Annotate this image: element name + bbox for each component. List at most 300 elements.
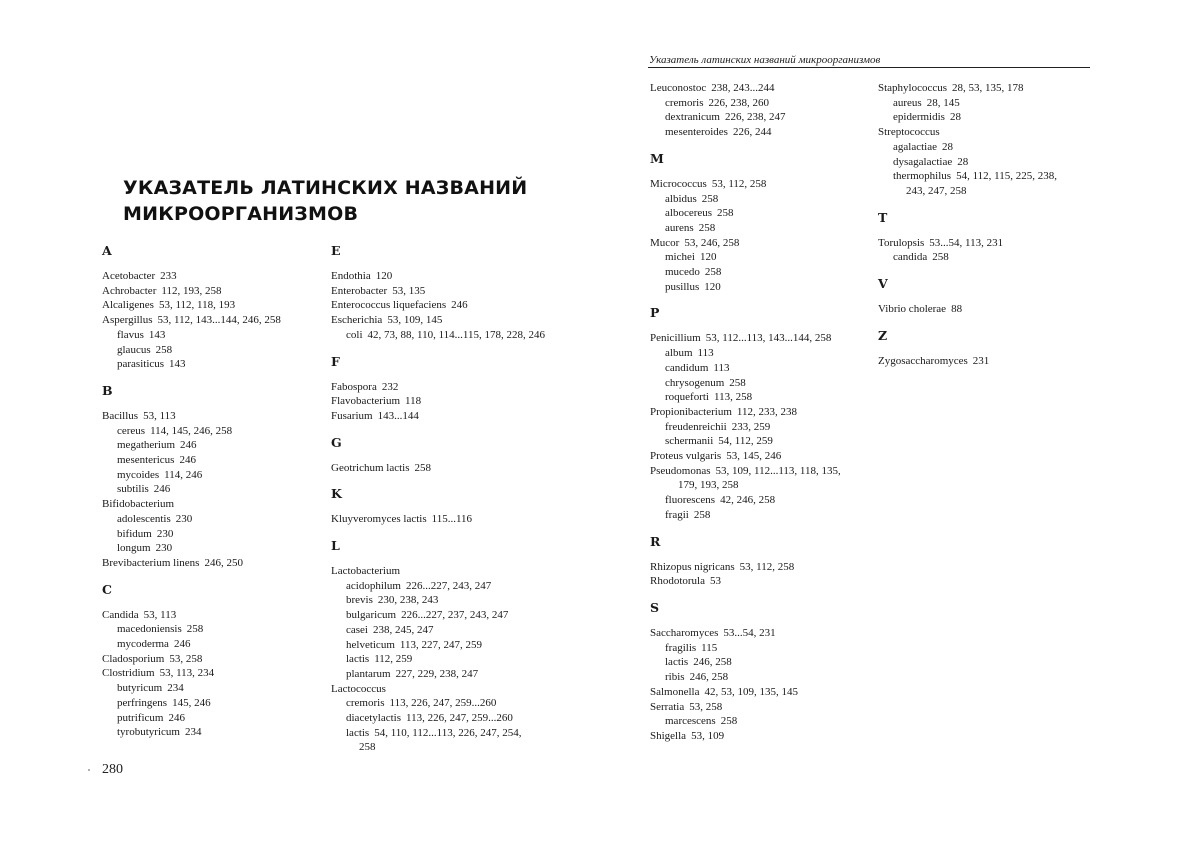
entry-pages: 114, 145, 246, 258 [150, 424, 233, 437]
entry-name: cremoris [665, 96, 704, 109]
subentry [650, 206, 880, 221]
index-section [650, 523, 880, 589]
entry-name: megatherium [117, 439, 176, 452]
entry-pages: 113, 258 [713, 391, 753, 404]
entry-name: Aspergillus [102, 314, 153, 327]
section-gap [878, 317, 1093, 328]
entry-name: dysagalactiae [893, 155, 953, 168]
subentry [102, 453, 317, 468]
entry-name: Leuconostoc [650, 82, 707, 94]
entry-pages: 113 [713, 361, 730, 374]
entry-name: mesenteroides [665, 126, 728, 139]
entry-name: Enterococcus liquefaciens [331, 299, 447, 312]
entry-name: Clostridium [102, 667, 155, 680]
title-line-2: МИКРООРГАНИЗМОВ [123, 203, 359, 225]
section-gap [650, 523, 880, 534]
entry-pages: 114, 246 [164, 468, 203, 481]
subentry [650, 346, 880, 361]
section-gap [878, 199, 1093, 210]
section-letter: K [331, 486, 342, 502]
section-letter: G [331, 434, 342, 450]
entry-pages: 246 [180, 439, 197, 452]
index-entry [102, 269, 317, 284]
entry-pages: 226, 244 [732, 126, 772, 139]
entry-name: Acetobacter [102, 270, 156, 282]
index-section [878, 81, 1093, 199]
entry-pages: 115 [701, 641, 718, 654]
entry-pages: 28 [957, 155, 969, 168]
index-section [102, 571, 317, 740]
entry-name: Streptococcus [878, 126, 940, 139]
entry-name: Salmonella [650, 685, 700, 698]
entry-pages: 53, 112, 258 [711, 177, 767, 190]
entry-name: fragii [665, 508, 689, 521]
entry-pages: 53...54, 231 [723, 626, 776, 639]
subentry [102, 725, 317, 740]
index-section [102, 243, 317, 372]
subentry [650, 508, 880, 523]
entry-pages: 42, 53, 109, 135, 145 [704, 685, 798, 698]
subentry [331, 623, 561, 638]
entry-name: agalactiae [893, 140, 937, 153]
index-entry [102, 313, 317, 328]
entry-name: Proteus vulgaris [650, 450, 722, 463]
entry-pages: 258 [932, 251, 949, 264]
entry-name: diacetylactis [346, 712, 401, 725]
entry-pages: 53...54, 113, 231 [929, 236, 1004, 249]
index-entry [650, 626, 880, 641]
subentry [102, 468, 317, 483]
entry-pages: 258 [729, 376, 746, 389]
entry-pages: 258 [155, 343, 173, 356]
subentry [102, 637, 317, 652]
entry-name: glaucus [117, 343, 151, 356]
index-section [331, 424, 561, 476]
section-gap [650, 294, 880, 305]
entry-pages-continued: 243, 247, 258 [906, 184, 967, 197]
entry-name: Bacillus [102, 409, 139, 422]
entry-name: casei [346, 623, 368, 636]
index-entry [102, 666, 317, 681]
subentry [650, 376, 880, 391]
entry-name: Lactobacterium [331, 565, 401, 578]
index-section [331, 343, 561, 424]
entry-pages: 54, 112, 259 [718, 435, 773, 448]
entry-pages: 227, 229, 238, 247 [395, 667, 479, 680]
index-entry [102, 652, 317, 667]
entry-name: Geotrichum lactis [331, 461, 410, 474]
entry-name: albocereus [665, 207, 713, 220]
entry-pages: 258 [698, 221, 716, 234]
entry-pages: 230 [155, 542, 173, 555]
entry-name: Vibrio cholerae [878, 303, 947, 316]
index-entry [878, 302, 1093, 317]
entry-name: brevis [346, 594, 373, 607]
subentry [878, 96, 1093, 111]
subentry [102, 343, 317, 358]
entry-pages: 145, 246 [172, 696, 211, 709]
index-entry [650, 729, 880, 744]
entry-pages: 234 [184, 726, 202, 739]
entry-name: Bifidobacterium [102, 498, 175, 511]
subentry [102, 527, 317, 542]
page-title [123, 175, 563, 227]
subentry [102, 541, 317, 556]
entry-name: flavus [117, 328, 144, 341]
index-section [650, 81, 880, 140]
entry-pages: 28 [949, 111, 961, 124]
entry-pages: 28 [941, 140, 953, 153]
section-letter: L [331, 538, 340, 554]
entry-name: perfringens [117, 696, 168, 709]
subentry [878, 155, 1093, 170]
entry-name: Lactococcus [331, 682, 386, 695]
index-entry [650, 177, 880, 192]
index-column-right-1 [650, 81, 880, 744]
entry-pages: 246 [153, 483, 171, 496]
entry-name: plantarum [346, 667, 391, 680]
section-letter: T [878, 209, 888, 225]
entry-pages-continued: 258 [359, 741, 376, 754]
subentry [650, 655, 880, 670]
subentry [650, 125, 880, 140]
index-entry [650, 560, 880, 575]
entry-pages: 230, 238, 243 [377, 594, 439, 607]
index-entry [331, 564, 561, 579]
section-gap [102, 571, 317, 582]
entry-name: candida [893, 251, 928, 264]
index-entry [878, 81, 1093, 96]
entry-name: candidum [665, 361, 709, 374]
index-entry [650, 685, 880, 700]
entry-pages: 258 [701, 192, 719, 205]
section-gap [331, 343, 561, 354]
entry-pages: 53, 109, 112...113, 118, 135, [715, 464, 841, 477]
index-entry [650, 464, 880, 479]
subentry [331, 726, 561, 741]
entry-pages: 42, 73, 88, 110, 114...115, 178, 228, 246 [367, 328, 546, 341]
entry-name: Fusarium [331, 409, 373, 422]
entry-pages: 115...116 [431, 513, 473, 526]
entry-pages: 113, 226, 247, 259...260 [389, 697, 497, 710]
entry-pages: 246 [168, 711, 185, 724]
entry-pages: 28, 145 [926, 96, 960, 109]
subentry [878, 110, 1093, 125]
entry-pages: 143 [169, 358, 186, 371]
subentry [331, 608, 561, 623]
entry-name: Candida [102, 608, 139, 621]
section-gap [331, 475, 561, 486]
section-letter: F [331, 353, 340, 369]
entry-pages: 258 [693, 508, 711, 521]
section-letter: Z [878, 327, 888, 343]
index-entry [331, 394, 561, 409]
subentry [102, 438, 317, 453]
entry-pages: 113, 227, 247, 259 [399, 638, 482, 651]
entry-pages: 28, 53, 135, 178 [952, 82, 1024, 94]
entry-pages: 230 [156, 527, 174, 540]
entry-pages: 246, 258 [689, 671, 729, 684]
index-section [331, 243, 561, 343]
entry-pages: 232 [381, 380, 399, 393]
entry-pages: 113 [697, 347, 714, 360]
section-gap [878, 265, 1093, 276]
entry-name: Staphylococcus [878, 82, 948, 94]
entry-pages: 246 [451, 299, 468, 312]
page-number: 280 [102, 762, 123, 777]
subentry [331, 593, 561, 608]
subentry [650, 434, 880, 449]
subentry [102, 512, 317, 527]
index-entry [331, 269, 561, 284]
entry-name: epidermidis [893, 111, 945, 124]
index-entry [878, 236, 1093, 251]
entry-name: bulgaricum [346, 609, 397, 622]
entry-pages: 53, 145, 246 [726, 450, 782, 463]
index-entry [878, 125, 1093, 140]
section-gap [331, 424, 561, 435]
entry-name: ribis [665, 671, 685, 684]
index-entry [650, 236, 880, 251]
entry-name: Rhizopus nigricans [650, 560, 735, 573]
entry-pages: 258 [704, 266, 722, 279]
index-entry [650, 449, 880, 464]
index-column-right-2 [878, 81, 1093, 368]
header-rule [648, 67, 1090, 68]
entry-name: Zygosaccharomyces [878, 354, 968, 367]
subentry [331, 696, 561, 711]
entry-name: freudenreichii [665, 420, 727, 433]
entry-name: adolescentis [117, 512, 171, 525]
entry-name: longum [117, 542, 151, 555]
entry-name: Escherichia [331, 314, 383, 327]
index-entry [102, 409, 317, 424]
subentry [102, 357, 317, 372]
entry-pages: 120 [699, 251, 717, 264]
entry-pages: 246 [173, 638, 191, 651]
subentry [102, 696, 317, 711]
subentry [650, 641, 880, 656]
subentry [650, 250, 880, 265]
entry-name: mesentericus [117, 454, 175, 467]
entry-name: schermanii [665, 435, 714, 448]
entry-name: subtilis [117, 483, 149, 496]
subentry [102, 622, 317, 637]
index-entry [331, 298, 561, 313]
entry-pages: 53, 109 [691, 729, 725, 742]
index-section [331, 527, 561, 755]
entry-name: lactis [346, 726, 370, 739]
subentry [650, 714, 880, 729]
entry-pages: 230 [175, 512, 193, 525]
index-entry [878, 354, 1093, 369]
section-letter: S [650, 599, 660, 615]
subentry [331, 579, 561, 594]
subentry [650, 493, 880, 508]
entry-name: pusillus [665, 280, 700, 293]
entry-name: album [665, 347, 693, 360]
scan-speck [88, 769, 90, 771]
entry-pages: 238, 243...244 [711, 82, 775, 94]
entry-name: Penicillium [650, 332, 701, 345]
section-gap [331, 527, 561, 538]
entry-pages: 226...227, 237, 243, 247 [401, 609, 509, 622]
entry-name: Achrobacter [102, 284, 157, 297]
section-letter: M [650, 150, 664, 166]
subentry [650, 221, 880, 236]
entry-name: mycoderma [117, 638, 169, 651]
index-entry [650, 700, 880, 715]
index-entry [331, 409, 561, 424]
entry-name: mycoides [117, 468, 160, 481]
entry-pages: 258 [717, 207, 734, 220]
entry-name: roqueforti [665, 391, 709, 404]
index-column-left-1 [102, 243, 317, 740]
entry-name: Fabospora [331, 380, 377, 393]
subentry [102, 482, 317, 497]
entry-pages: 226...227, 243, 247 [406, 579, 492, 592]
entry-name: bifidum [117, 527, 152, 540]
section-letter: E [331, 243, 341, 258]
entry-pages: 53, 258 [169, 652, 203, 665]
section-letter: A [102, 243, 112, 258]
entry-name: Serratia [650, 700, 685, 713]
entry-name: aureus [893, 96, 922, 109]
entry-name: fragilis [665, 641, 697, 654]
entry-name: putrificum [117, 711, 164, 724]
index-entry [102, 284, 317, 299]
entry-name: fluorescens [665, 494, 716, 507]
entry-name: aurens [665, 221, 694, 234]
subentry [102, 711, 317, 726]
entry-name: parasiticus [117, 358, 165, 371]
section-letter: P [650, 305, 660, 321]
entry-name: mucedo [665, 266, 700, 279]
entry-pages: 53, 113, 234 [159, 667, 215, 680]
index-entry [331, 682, 561, 697]
index-section [102, 372, 317, 571]
entry-name: lactis [346, 653, 370, 666]
entry-pages: 231 [972, 354, 990, 367]
entry-pages: 118 [405, 395, 422, 408]
right-page [600, 0, 1200, 848]
subentry [650, 192, 880, 207]
entry-pages: 226, 238, 247 [724, 111, 786, 124]
subentry [331, 638, 561, 653]
entry-pages: 246 [179, 454, 196, 467]
subentry [650, 110, 880, 125]
title-line-1: УКАЗАТЕЛЬ ЛАТИНСКИХ НАЗВАНИЙ [123, 177, 528, 199]
entry-pages: 238, 245, 247 [372, 623, 434, 636]
entry-name: dextranicum [665, 111, 720, 124]
index-section [650, 589, 880, 744]
subentry [102, 424, 317, 439]
section-letter: V [878, 276, 888, 292]
entry-name: cremoris [346, 697, 385, 710]
subentry [102, 681, 317, 696]
entry-name: Shigella [650, 729, 687, 742]
entry-pages: 53, 135 [392, 284, 426, 297]
entry-name: cereus [117, 424, 146, 437]
entry-name: macedoniensis [117, 623, 182, 636]
index-entry [650, 405, 880, 420]
section-letter: R [650, 533, 661, 549]
entry-name: marcescens [665, 715, 716, 728]
entry-name: Cladosporium [102, 652, 165, 665]
entry-name: thermophilus [893, 170, 952, 183]
running-head: Указатель латинских названий микроорганизмов [649, 54, 881, 66]
section-letter: B [102, 382, 113, 398]
entry-pages-continued: 179, 193, 258 [678, 479, 739, 492]
index-entry [331, 313, 561, 328]
entry-pages: 120 [704, 280, 721, 293]
section-letter: C [102, 581, 112, 597]
entry-name: Torulopsis [878, 236, 925, 249]
subentry [650, 670, 880, 685]
entry-name: Alcaligenes [102, 299, 154, 312]
entry-pages: 226, 238, 260 [708, 96, 769, 109]
subentry [650, 390, 880, 405]
index-entry [650, 574, 880, 589]
entry-pages: 54, 112, 115, 225, 238, [956, 170, 1057, 183]
entry-pages: 233 [160, 270, 177, 282]
index-entry [331, 380, 561, 395]
subentry [650, 280, 880, 295]
index-section [650, 140, 880, 295]
subentry [878, 250, 1093, 265]
index-entry [331, 461, 561, 476]
index-section [878, 265, 1093, 317]
subentry [331, 652, 561, 667]
entry-name: tyrobutyricum [117, 726, 180, 739]
entry-name: Pseudomonas [650, 464, 711, 477]
index-entry [102, 608, 317, 623]
subentry [878, 169, 1093, 184]
entry-pages: 233, 259 [731, 420, 771, 433]
index-entry [650, 331, 880, 346]
entry-pages: 112, 233, 238 [736, 405, 797, 418]
entry-pages: 53, 112...113, 143...144, 258 [705, 332, 832, 345]
index-entry [102, 556, 317, 571]
index-entry [331, 512, 561, 527]
subentry [650, 265, 880, 280]
section-gap [650, 140, 880, 151]
entry-name: Mucor [650, 236, 680, 249]
index-entry [102, 497, 317, 512]
entry-pages: 53, 112, 118, 193 [158, 299, 236, 312]
entry-pages: 246, 258 [693, 656, 732, 669]
subentry [331, 667, 561, 682]
entry-pages: 53 [710, 575, 721, 588]
entry-pages: 53, 113 [143, 608, 177, 621]
subentry [878, 140, 1093, 155]
entry-name: Kluyveromyces lactis [331, 513, 427, 526]
subentry [331, 711, 561, 726]
entry-pages: 42, 246, 258 [720, 494, 776, 507]
entry-pages: 112, 193, 258 [161, 284, 222, 297]
entry-pages: 54, 110, 112...113, 226, 247, 254, [374, 726, 522, 739]
index-entry [650, 81, 880, 96]
entry-pages: 258 [414, 461, 432, 474]
entry-pages: 120 [375, 270, 393, 282]
subentry [650, 361, 880, 376]
entry-name: michei [665, 251, 695, 264]
entry-name: albidus [665, 192, 697, 205]
entry-name: lactis [665, 656, 689, 669]
index-section [878, 317, 1093, 369]
entry-pages: 143 [148, 328, 166, 341]
entry-name: Micrococcus [650, 177, 707, 190]
